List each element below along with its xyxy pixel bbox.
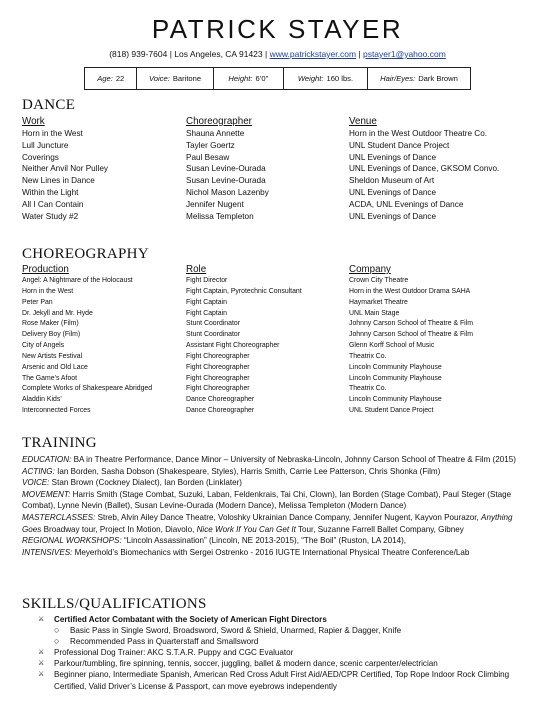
skill-subitem xyxy=(54,625,538,636)
training-text: Ian Borden, Sasha Dobson (Shakespeare, Styles), Harris Smith, Carrie Lee Patterson, Chris Shonka (Film) xyxy=(54,466,441,476)
choreo-production: Interconnected Forces xyxy=(22,407,91,415)
choreo-role: Dance Choreographer xyxy=(186,396,255,404)
column-header: Production xyxy=(22,264,69,275)
stat-value: Baritone xyxy=(172,74,202,83)
stat-label: Hair/Eyes: xyxy=(380,74,416,83)
skill-item xyxy=(38,658,538,669)
contact-line xyxy=(0,49,555,59)
stat-value: 22 xyxy=(115,74,125,83)
dance-choreographer: Nichol Mason Lazenby xyxy=(186,187,269,197)
skill-item xyxy=(38,647,538,658)
stat-hair-eyes xyxy=(368,68,470,89)
choreo-production: Aladdin Kids’ xyxy=(22,396,62,404)
training-text: Broadway tour, Project In Motion, Diavolo, xyxy=(41,524,197,534)
phone-location: (818) 939-7604 | Los Angeles, CA 91423 | xyxy=(109,49,270,59)
dance-choreographer: Jennifer Nugent xyxy=(186,199,244,209)
dance-work: Lull Juncture xyxy=(22,140,69,150)
stats-box xyxy=(84,67,471,90)
training-regional xyxy=(22,535,534,547)
choreo-production: Horn in the West xyxy=(22,287,74,295)
dance-venue: UNL Student Dance Project xyxy=(349,140,450,150)
stat-value: Dark Brown xyxy=(418,74,458,83)
dance-work: Neither Anvil Nor Pulley xyxy=(22,164,109,174)
choreo-role: Fight Captain xyxy=(186,309,227,317)
choreo-role: Fight Choreographer xyxy=(186,374,250,382)
training-text: Meyerhold’s Biomechanics with Sergei Ostrenko - 2016 IUGTE International Physical Theatre Conference/Lab xyxy=(72,547,470,557)
website-link[interactable]: www.patrickstayer.com xyxy=(269,49,357,59)
skill-subitem xyxy=(54,636,538,647)
stat-voice xyxy=(137,68,213,89)
section-title-skills: SKILLS/QUALIFICATIONS xyxy=(22,596,207,612)
dance-choreographer: Melissa Templeton xyxy=(186,211,254,221)
stat-label: Weight: xyxy=(297,74,324,83)
training-text: Tour, Suzanne Farrell Ballet Company, Gibney xyxy=(295,524,464,534)
choreo-company: Theatrix Co. xyxy=(349,352,387,360)
choreo-company: UNL Main Stage xyxy=(349,309,400,317)
column-header: Venue xyxy=(349,116,377,127)
choreo-company: Lincoln Community Playhouse xyxy=(349,374,442,382)
choreo-production: Rose Maker (Film) xyxy=(22,320,79,328)
choreo-production-column xyxy=(22,264,184,417)
choreo-role: Stunt Coordinator xyxy=(186,320,241,328)
dance-venue: ACDA, UNL Evenings of Dance xyxy=(349,199,464,209)
choreo-company: Theatrix Co. xyxy=(349,385,387,393)
dance-venue-column xyxy=(349,115,539,222)
training-text: “Lincoln Assassination” (Lincoln, NE 2013-2015), “The Boil” (Ruston, LA 2014), xyxy=(121,536,407,546)
training-intensives xyxy=(22,547,534,559)
skills-list xyxy=(38,614,538,692)
crossed-swords-icon: ⚔ xyxy=(38,649,45,657)
training-text: Stan Brown (Cockney Dialect), Ian Borden (Linklater) xyxy=(49,478,242,488)
skill-text: Parkour/tumbling, fire spinning, tennis, soccer, juggling, ballet & modern dance, scenic carpenter/electrician xyxy=(54,659,438,669)
dance-choreographer-column xyxy=(186,115,346,222)
candidate-name: PATRICK STAYER xyxy=(151,14,404,44)
show-title: Anything Goes xyxy=(22,512,513,534)
choreo-production: Delivery Boy (Film) xyxy=(22,331,81,339)
choreo-production: New Artists Festival xyxy=(22,352,83,360)
training-body xyxy=(22,454,534,558)
crossed-swords-icon: ⚔ xyxy=(38,660,45,668)
dance-choreographer: Paul Besaw xyxy=(186,152,230,162)
stat-value: 160 lbs. xyxy=(326,74,354,83)
choreo-company: UNL Student Dance Project xyxy=(349,407,434,415)
choreo-production: Angel: A Nightmare of the Holocaust xyxy=(22,277,133,284)
choreo-production: Dr. Jekyll and Mr. Hyde xyxy=(22,309,93,317)
dance-choreographer: Tayler Goertz xyxy=(186,140,235,150)
choreo-production: Arsenic and Old Lace xyxy=(22,363,88,371)
skill-text: Beginner piano, Intermediate Spanish, American Red Cross Adult First Aid/AED/CPR Certified, Top Rope Indoor Rock Climbing Certified, Valid Driver’s License & Passport, can move eyebrows independently xyxy=(54,670,510,691)
training-voice xyxy=(22,477,534,489)
training-label: REGIONAL WORKSHOPS: xyxy=(22,536,122,546)
training-label: MASTERCLASSES: xyxy=(22,512,96,522)
training-label: VOICE: xyxy=(22,478,50,488)
stat-label: Age: xyxy=(97,74,113,83)
stat-weight xyxy=(284,68,368,89)
choreo-company: Johnny Carson School of Theatre & Film xyxy=(349,320,473,328)
choreo-role: Dance Choreographer xyxy=(186,407,255,415)
section-title-dance: DANCE xyxy=(22,97,76,113)
dance-venue: UNL Evenings of Dance xyxy=(349,152,437,162)
skill-text: Certified Actor Combatant with the Society of American Fight Directors xyxy=(54,615,327,624)
choreo-company-column xyxy=(349,264,539,417)
crossed-swords-icon: ⚔ xyxy=(38,671,45,679)
dance-venue: Sheldon Museum of Art xyxy=(349,176,435,186)
choreo-role: Fight Choreographer xyxy=(186,385,250,393)
column-header: Choreographer xyxy=(186,116,252,127)
choreo-role: Stunt Coordinator xyxy=(186,331,241,339)
contact-separator: | xyxy=(356,49,363,59)
choreo-production: The Game’s Afoot xyxy=(22,374,78,382)
dance-work: Horn in the West xyxy=(22,129,83,138)
training-label: MOVEMENT: xyxy=(22,489,71,499)
choreo-role: Fight Captain xyxy=(186,298,227,306)
choreo-role: Fight Choreographer xyxy=(186,352,250,360)
training-acting xyxy=(22,466,534,478)
circle-bullet-icon: ○ xyxy=(54,625,60,636)
training-text: Streb, Alvin Ailey Dance Theatre, Voloshky Ukrainian Dance Company, Jennifer Nugent, Kayvon Pourazor, xyxy=(95,512,482,522)
crossed-swords-icon: ⚔ xyxy=(38,616,45,623)
dance-work: Coverings xyxy=(22,152,59,162)
dance-work: Water Study #2 xyxy=(22,211,79,221)
choreo-production: Peter Pan xyxy=(22,298,53,306)
circle-bullet-icon: ○ xyxy=(54,636,60,647)
choreo-company: Glenn Korff School of Music xyxy=(349,342,435,350)
choreo-company: Horn in the West Outdoor Drama SAHA xyxy=(349,287,471,295)
training-education xyxy=(22,454,534,466)
skill-text: Professional Dog Trainer: AKC S.T.A.R. Puppy and CGC Evaluator xyxy=(54,648,294,658)
choreo-role: Assistant Fight Choreographer xyxy=(186,342,280,350)
choreo-production: Complete Works of Shakespeare Abridged xyxy=(22,385,153,393)
training-text: Harris Smith (Stage Combat, Suzuki, Laban, Feldenkrais, Tai Chi, Clown), Ian Borden (Stage Combat), Paul Steger (Stage Combat), Lynne Nevin (Ballet), Susan Levine-Ourada (Modern Dance), Melissa Templeton (Modern Dance) xyxy=(22,489,512,511)
choreo-company: Lincoln Community Playhouse xyxy=(349,396,442,404)
stat-height xyxy=(214,68,284,89)
choreo-company: Johnny Carson School of Theatre & Film xyxy=(349,331,473,339)
choreo-company: Lincoln Community Playhouse xyxy=(349,363,442,371)
skill-item xyxy=(38,669,538,691)
dance-venue: UNL Evenings of Dance xyxy=(349,187,437,197)
choreo-production: City of Angels xyxy=(22,342,65,350)
choreo-role: Fight Director xyxy=(186,277,228,284)
choreo-role: Fight Captain, Pyrotechnic Consultant xyxy=(186,287,302,295)
training-label: INTENSIVES: xyxy=(22,547,73,557)
choreo-role: Fight Choreographer xyxy=(186,363,250,371)
section-title-choreography: CHOREOGRAPHY xyxy=(22,246,149,262)
skill-text: Basic Pass in Single Sword, Broadsword, Sword & Shield, Unarmed, Rapier & Dagger, Knife xyxy=(70,626,402,636)
column-header: Role xyxy=(186,264,207,275)
stat-label: Height: xyxy=(228,74,253,83)
dance-venue: UNL Evenings of Dance xyxy=(349,211,437,221)
dance-venue: UNL Evenings of Dance, GKSOM Convo. xyxy=(349,164,500,174)
training-text: BA in Theatre Performance, Dance Minor – University of Nebraska-Lincoln, Johnny Carson School of Theatre & Film (2015) xyxy=(71,455,516,464)
dance-work: New Lines in Dance xyxy=(22,176,95,186)
dance-choreographer: Shauna Annette xyxy=(186,129,245,138)
choreo-company: Haymarket Theatre xyxy=(349,298,408,306)
dance-work-column xyxy=(22,115,182,222)
stat-value: 6’0” xyxy=(255,74,269,83)
training-label: EDUCATION: xyxy=(22,455,72,464)
dance-venue: Horn in the West Outdoor Theatre Co. xyxy=(349,129,488,138)
dance-work: All I Can Contain xyxy=(22,199,84,209)
skill-item xyxy=(38,614,538,625)
choreo-role-column xyxy=(186,264,346,417)
stat-age xyxy=(85,68,137,89)
column-header: Company xyxy=(349,264,391,275)
training-label: ACTING: xyxy=(22,466,55,476)
training-masterclasses xyxy=(22,512,534,535)
dance-choreographer: Susan Levine-Ourada xyxy=(186,176,266,186)
email-link[interactable]: pstayer1@yahoo.com xyxy=(362,49,446,59)
show-title: Nice Work If You Can Get It xyxy=(196,524,296,534)
section-title-training: TRAINING xyxy=(22,435,97,451)
skill-text: Recommended Pass in Quarterstaff and Smallsword xyxy=(70,637,259,647)
stat-label: Voice: xyxy=(148,74,170,83)
training-movement xyxy=(22,489,534,512)
dance-work: Within the Light xyxy=(22,187,79,197)
dance-choreographer: Susan Levine-Ourada xyxy=(186,164,266,174)
column-header: Work xyxy=(22,116,45,127)
choreo-company: Crown City Theatre xyxy=(349,277,409,284)
